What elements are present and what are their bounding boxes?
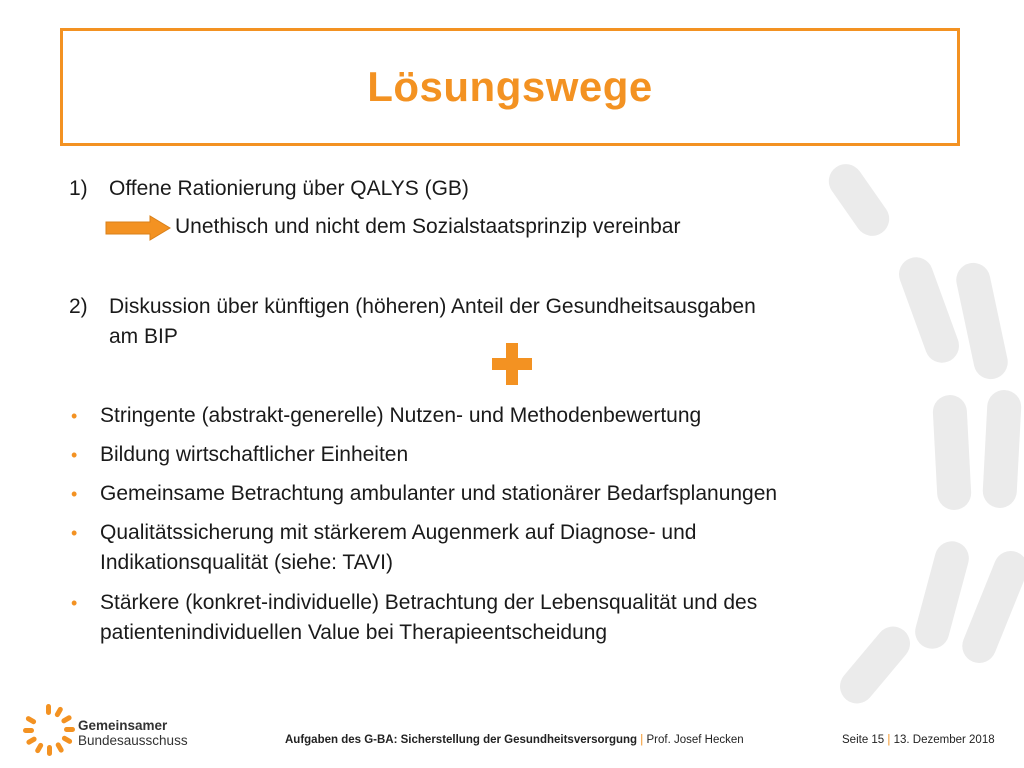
arrow-right-icon <box>104 215 172 241</box>
footer-separator: | <box>640 734 644 746</box>
bullet-icon: • <box>71 523 78 543</box>
footer-date: 13. Dezember 2018 <box>893 734 995 746</box>
bullet-text: Stringente (abstrakt-generelle) Nutzen- und Methodenbewertung <box>100 404 702 427</box>
logo-line-1: Gemeinsamer <box>78 718 168 733</box>
bullet-text: Gemeinsame Betrachtung ambulanter und stationärer Bedarfsplanungen <box>100 482 778 505</box>
item-number: 2) <box>69 295 88 318</box>
logo-text <box>78 718 188 748</box>
bullet-text-continued: patientenindividuellen Value bei Therapieentscheidung <box>100 621 608 644</box>
arrow-text: Unethisch und nicht dem Sozialstaatsprinzip vereinbar <box>175 215 681 238</box>
bullet-icon: • <box>71 406 78 426</box>
bullet-text: Qualitätssicherung mit stärkerem Augenmerk auf Diagnose- und <box>100 521 697 544</box>
bullet-text-continued: Indikationsqualität (siehe: TAVI) <box>100 551 393 574</box>
bullet-text: Bildung wirtschaftlicher Einheiten <box>100 443 409 466</box>
plus-icon <box>491 342 533 386</box>
footer-page: Seite 15 <box>842 734 885 746</box>
footer-separator: | <box>887 734 891 746</box>
item-number: 1) <box>69 177 88 200</box>
bullet-icon: • <box>71 445 78 465</box>
bullet-icon: • <box>71 593 78 613</box>
item-text-continued: am BIP <box>109 325 178 348</box>
bullet-icon: • <box>71 484 78 504</box>
slide-title: Lösungswege <box>367 63 653 110</box>
footer-presentation <box>285 734 744 746</box>
gba-logo-icon <box>22 702 76 758</box>
bullet-text: Stärkere (konkret-individuelle) Betrachtung der Lebensqualität und des <box>100 591 758 614</box>
logo-line-2: Bundesausschuss <box>78 733 188 748</box>
footer-author: Prof. Josef Hecken <box>646 734 744 746</box>
item-text: Offene Rationierung über QALYS (GB) <box>109 177 469 200</box>
item-text: Diskussion über künftigen (höheren) Anteil der Gesundheitsausgaben <box>109 295 756 318</box>
footer-page-info <box>842 734 995 746</box>
footer-title: Aufgaben des G-BA: Sicherstellung der Gesundheitsversorgung <box>285 734 638 746</box>
